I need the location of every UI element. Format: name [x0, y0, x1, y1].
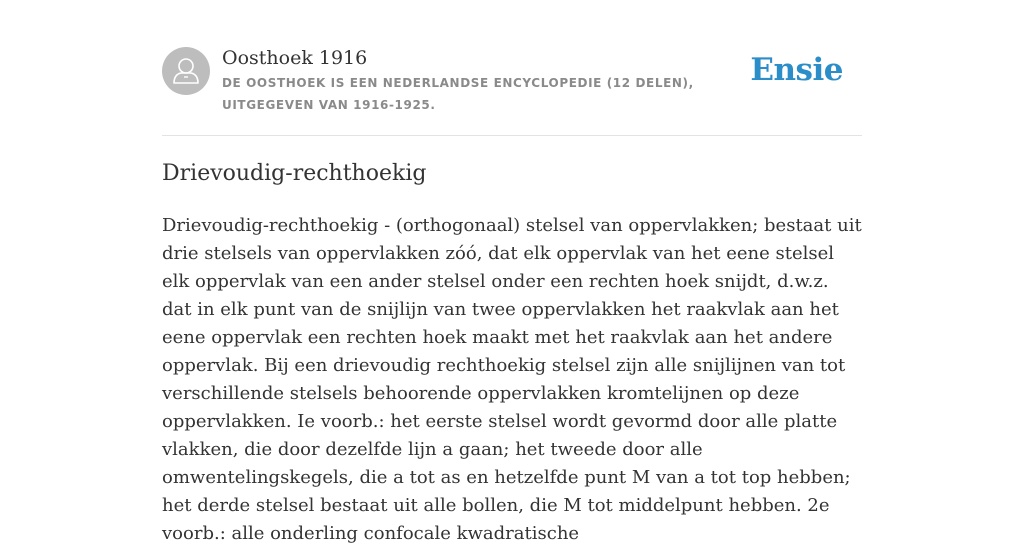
entry-title: Drievoudig-rechthoekig — [162, 161, 427, 186]
brand-logo[interactable]: Ensie — [750, 52, 843, 88]
source-header — [162, 46, 862, 116]
user-icon — [162, 47, 210, 95]
header-divider — [162, 135, 862, 136]
avatar[interactable] — [162, 47, 210, 95]
source-title[interactable]: Oosthoek 1916 — [222, 47, 368, 69]
source-description: DE OOSTHOEK IS EEN NEDERLANDSE ENCYCLOPEDIE (12 DELEN), UITGEGEVEN VAN 1916-1925. — [222, 76, 694, 112]
entry-body: Drievoudig-rechthoekig - (orthogonaal) stelsel van oppervlakken; bestaat uit drie stelsels van oppervlakken zóó, dat elk oppervlak van het eene stelsel elk oppervlak van een ander stelsel onder een rechten hoek snijdt, d.w.z. dat in elk punt van de snijlijn van twee oppervlakken het raakvlak aan het eene oppervlak een rechten hoek maakt met het raakvlak aan het andere oppervlak. Bij een drievoudig rechthoekig stelsel zijn alle snijlijnen van tot verschillende stelsels behoorende oppervlakken kromtelijnen op deze oppervlakken. Ie voorb.: het eerste stelsel wordt gevormd door alle platte vlakken, die door dezelfde lijn a gaan; het tweede door alle omwentelingskegels, die a tot as en hetzelfde punt M van a tot top hebben; het derde stelsel bestaat uit alle bollen, die M tot middelpunt hebben. 2e voorb.: alle onderling confocale kwadratische — [162, 215, 862, 544]
